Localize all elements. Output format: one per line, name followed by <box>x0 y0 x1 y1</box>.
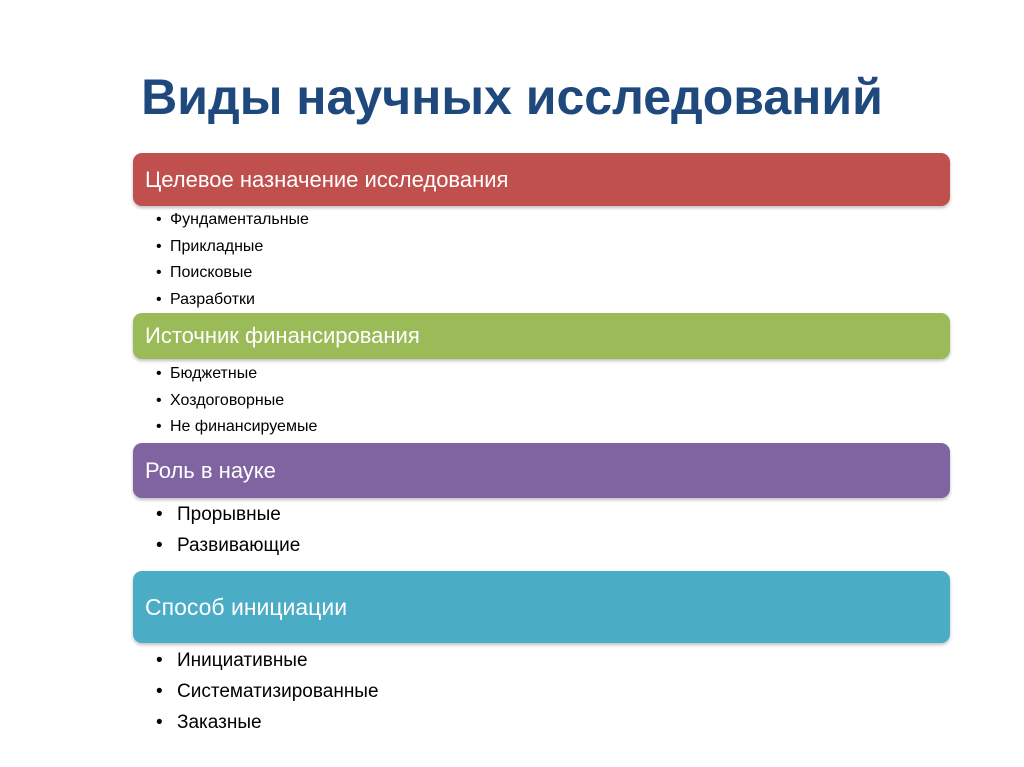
list-item: • Поисковые <box>157 260 309 287</box>
list-item: • Прорывные <box>157 499 300 530</box>
list-item: • Развивающие <box>157 530 300 561</box>
category-bar-purpose <box>133 153 950 206</box>
initiation-list <box>157 645 379 738</box>
category-bar-funding <box>133 313 950 359</box>
list-item: • Фундаментальные <box>157 207 309 234</box>
category-heading: Источник финансирования <box>145 323 420 348</box>
role-list <box>157 499 300 561</box>
list-item: • Инициативные <box>157 645 379 676</box>
category-heading: Способ инициации <box>145 593 348 620</box>
slide-title: Виды научных исследований <box>141 69 883 125</box>
list-item: • Разработки <box>157 287 309 314</box>
list-item: • Заказные <box>157 707 379 738</box>
purpose-list <box>157 207 309 313</box>
category-heading: Целевое назначение исследования <box>145 166 509 192</box>
funding-list <box>157 361 317 441</box>
category-heading: Роль в науке <box>145 457 276 483</box>
category-bar-initiation <box>133 571 950 643</box>
list-item: • Систематизированные <box>157 676 379 707</box>
list-item: • Хоздоговорные <box>157 388 317 415</box>
list-item: • Прикладные <box>157 234 309 261</box>
list-item: • Не финансируемые <box>157 414 317 441</box>
category-bar-role <box>133 443 950 498</box>
list-item: • Бюджетные <box>157 361 317 388</box>
